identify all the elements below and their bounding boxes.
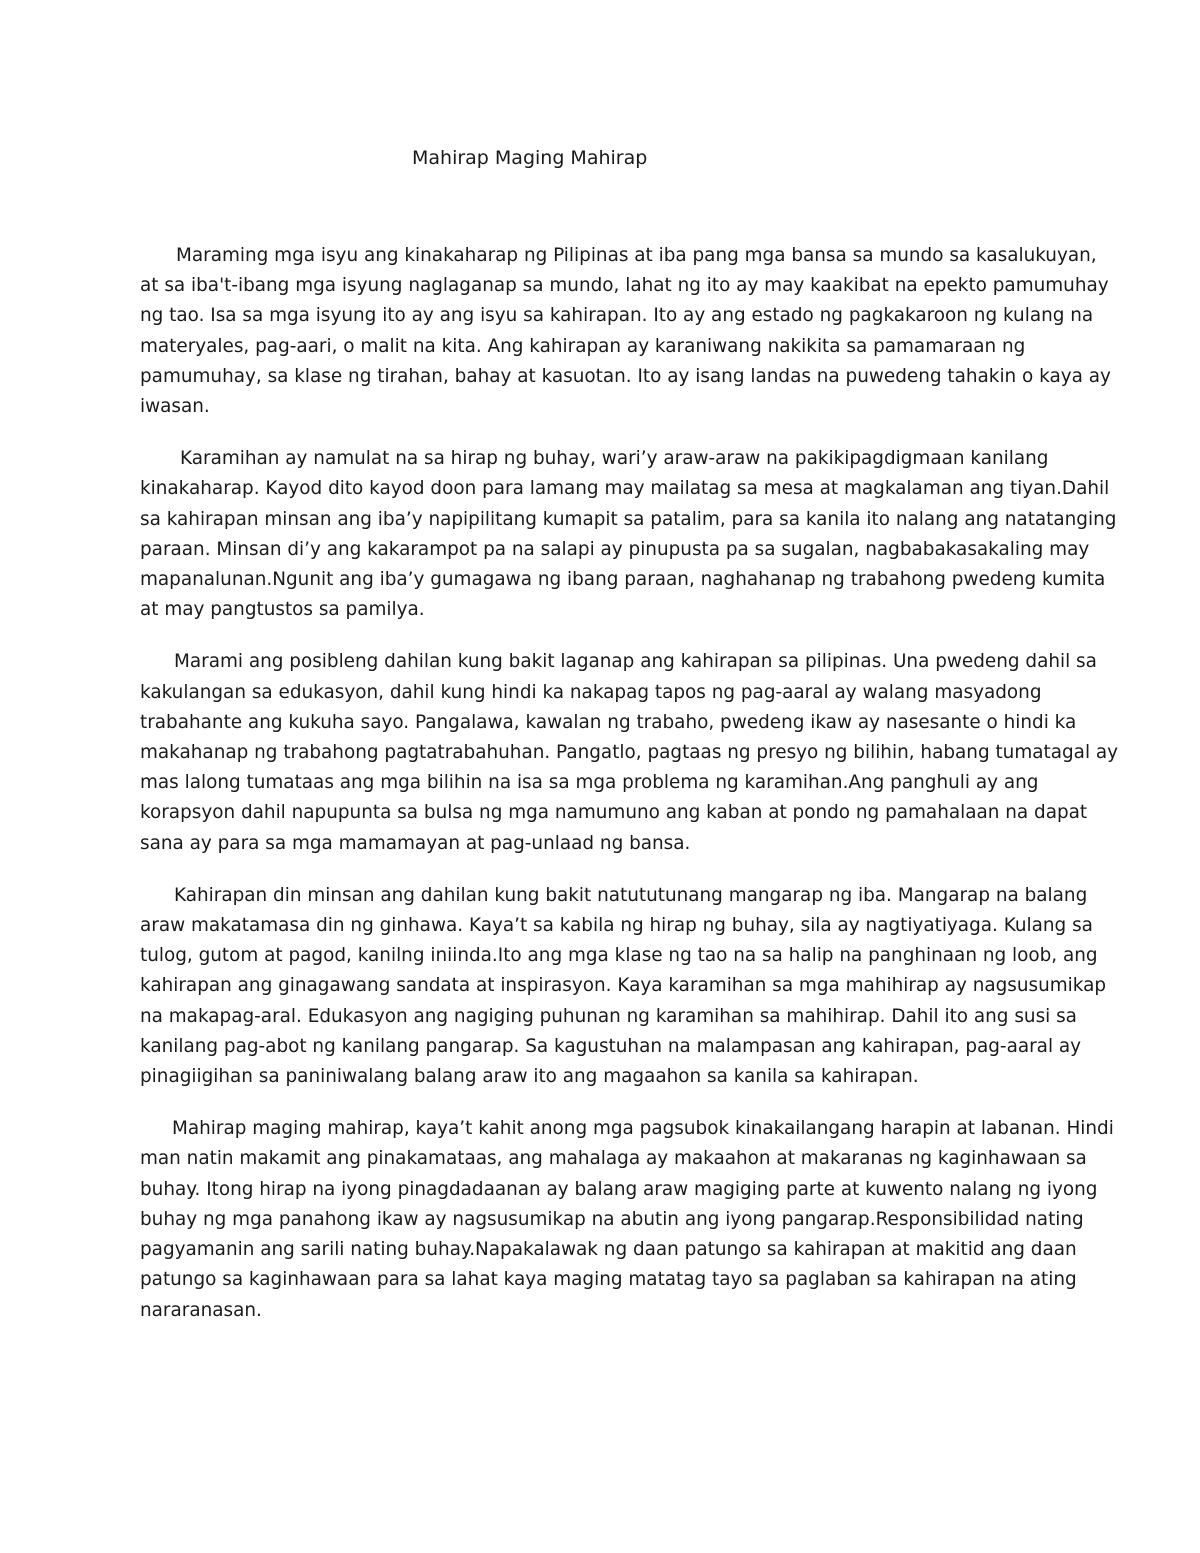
text-line: kinakaharap. Kayod dito kayod doon para lamang may mailatag sa mesa at magkalaman ang tiyan.Dahil — [140, 478, 1110, 500]
text-line: patungo sa kaginhawaan para sa lahat kaya maging matatag tayo sa paglaban sa kahirapan na ating — [140, 1269, 1077, 1291]
text-line: buhay. Itong hirap na iyong pinagdadaanan ay balang araw magiging parte at kuwento nalang ng iyong — [140, 1178, 1098, 1200]
text-line: ng tao. Isa sa mga isyung ito ay ang isyu sa kahirapan. Ito ay ang estado ng pagkakaroon ng kulang na — [140, 305, 1094, 327]
document-title: Mahirap Maging Mahirap — [412, 147, 648, 169]
text-line: sana ay para sa mga mamamayan at pag-unlaad ng bansa. — [140, 832, 691, 854]
text-line: pagyamanin ang sarili nating buhay.Napakalawak ng daan patungo sa kahirapan at makitid ang daan — [140, 1239, 1077, 1261]
text-line: at may pangtustos sa pamilya. — [140, 599, 425, 621]
text-line: man natin makamit ang pinakamataas, ang mahalaga ay makaahon at makaranas ng kaginhawaan sa — [140, 1148, 1087, 1170]
text-line: tulog, gutom at pagod, kanilng iniinda.Ito ang mga klase ng tao na sa halip na panghinaan ng loob, ang — [140, 945, 1098, 967]
text-line: paraan. Minsan di’y ang kakarampot pa na salapi ay pinupusta pa sa sugalan, nagbabakasakaling may — [140, 538, 1090, 560]
text-line: korapsyon dahil napupunta sa bulsa ng mga namumuno ang kaban at pondo ng pamahalaan na dapat — [140, 802, 1088, 824]
text-line: nararanasan. — [140, 1299, 262, 1321]
paragraph-5 — [140, 1114, 1114, 1325]
text-line: materyales, pag-aari, o malit na kita. Ang kahirapan ay karaniwang nakikita sa pamamaraan ng — [140, 335, 1026, 357]
text-line: mapanalunan.Ngunit ang iba’y gumagawa ng ibang paraan, naghahanap ng trabahong pwedeng kumita — [140, 569, 1106, 591]
text-line: kakulangan sa edukasyon, dahil kung hindi ka nakapag tapos ng pag-aaral ay walang masyadong — [140, 681, 1042, 703]
text-line: Mahirap maging mahirap, kaya’t kahit anong mga pagsubok kinakailangang harapin at labanan. Hindi — [172, 1118, 1114, 1140]
paragraph-4 — [140, 881, 1107, 1092]
text-line: kanilang pag-abot ng kanilang pangarap. Sa kagustuhan na malampasan ang kahirapan, pag-aaral ay — [140, 1035, 1082, 1057]
text-line: kahirapan ang ginagawang sandata at inspirasyon. Kaya karamihan sa mga mahihirap ay nagsusumikap — [140, 975, 1107, 997]
text-line: makahanap ng trabahong pagtatrabahuhan. Pangatlo, pagtaas ng presyo ng bilihin, habang tumatagal ay — [140, 742, 1119, 764]
paragraph-3 — [140, 647, 1119, 858]
text-line: Maraming mga isyu ang kinakaharap ng Pilipinas at iba pang mga bansa sa mundo sa kasalukuyan, — [176, 245, 1097, 266]
text-line: at sa iba't-ibang mga isyung naglaganap sa mundo, lahat ng ito ay may kaakibat na epekto pamumuhay — [140, 275, 1109, 297]
text-line: Karamihan ay namulat na sa hirap ng buhay, wari’y araw-araw na pakikipagdigmaan kanilang — [180, 448, 1049, 470]
text-line: mas lalong tumataas ang mga bilihin na isa sa mga problema ng karamihan.Ang panghuli ay ang — [140, 772, 1039, 794]
text-line: Kahirapan din minsan ang dahilan kung bakit natututunang mangarap ng iba. Mangarap na balang — [174, 884, 1088, 906]
text-line: pinagiigihan sa paniniwalang balang araw ito ang magaahon sa kanila sa kahirapan. — [140, 1066, 919, 1088]
text-line: buhay ng mga panahong ikaw ay nagsusumikap na abutin ang iyong pangarap.Responsibilidad nating — [140, 1208, 1084, 1230]
text-line: sa kahirapan minsan ang iba’y napipilitang kumapit sa patalim, para sa kanila ito nalang ang natatanging — [140, 508, 1117, 530]
text-line: na makapag-aral. Edukasyon ang nagiging puhunan ng karamihan sa mahihirap. Dahil ito ang susi sa — [140, 1005, 1077, 1027]
text-line: iwasan. — [140, 396, 210, 418]
document-body — [140, 241, 1119, 1348]
text-line: Marami ang posibleng dahilan kung bakit laganap ang kahirapan sa pilipinas. Una pwedeng dahil sa — [174, 651, 1097, 673]
text-line: pamumuhay, sa klase ng tirahan, bahay at kasuotan. Ito ay isang landas na puwedeng tahakin o kaya ay — [140, 365, 1111, 387]
paragraph-1 — [140, 241, 1111, 422]
text-line: araw makatamasa din ng ginhawa. Kaya’t sa kabila ng hirap ng buhay, sila ay nagtiyatiyaga. Kulang sa — [140, 915, 1093, 937]
text-line: trabahante ang kukuha sayo. Pangalawa, kawalan ng trabaho, pwedeng ikaw ay nasesante o hindi ka — [140, 711, 1077, 733]
paragraph-2 — [140, 444, 1117, 625]
